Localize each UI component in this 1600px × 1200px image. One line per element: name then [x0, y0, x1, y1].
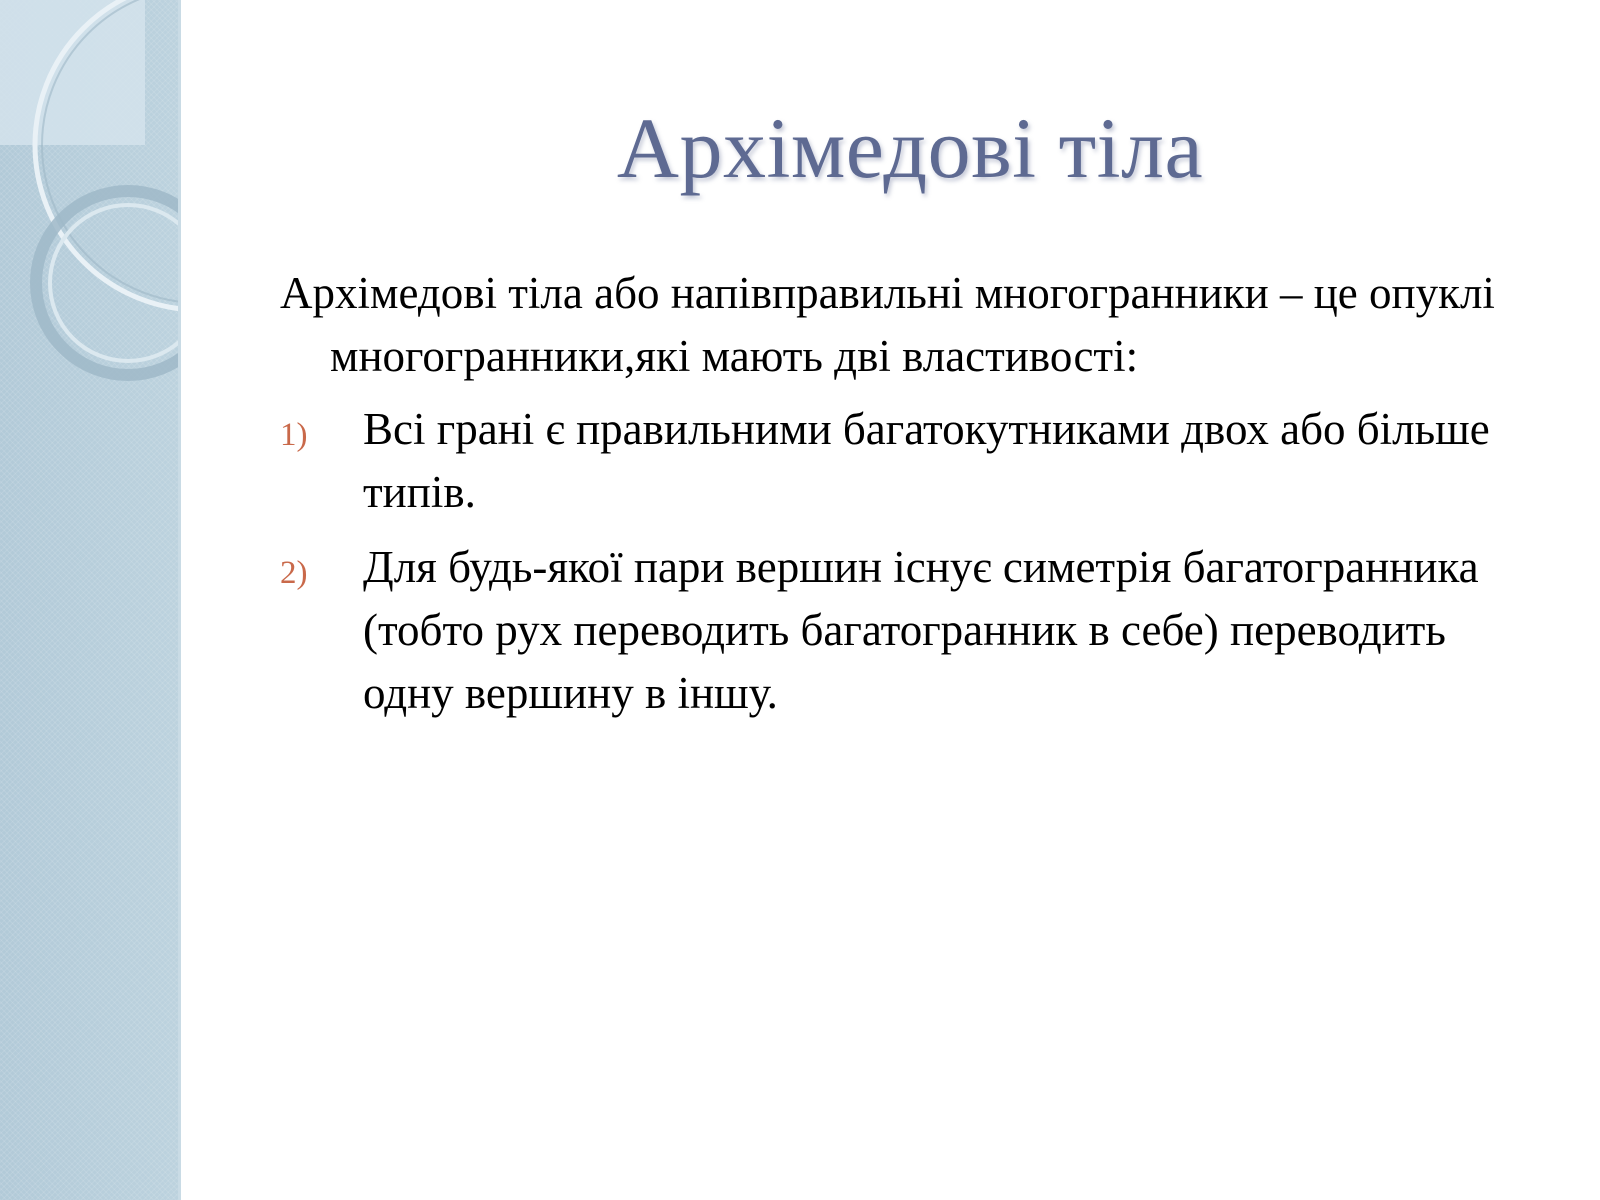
- list-number: 1): [280, 417, 308, 453]
- list-number: 2): [280, 555, 308, 591]
- list-item: [280, 536, 1540, 725]
- decorative-side-band: [0, 0, 181, 1200]
- slide-body: [280, 262, 1540, 737]
- list-item-text: Всі грані є правильними багатокутниками двох або більше типів.: [363, 404, 1490, 517]
- slide-title: Архімедові тіла: [616, 100, 1204, 196]
- properties-list: [280, 398, 1540, 725]
- list-item: [280, 398, 1540, 524]
- list-item-text: Для будь-якої пари вершин існує симетрія багатогранника (тобто рух переводить багатогранник в себе) переводить одну вершину в іншу.: [363, 542, 1479, 718]
- decorative-circles: [0, 0, 178, 420]
- intro-paragraph: Архімедові тіла або напівправильні многогранники – це опуклі многогранники,які мають дві властивості:: [280, 268, 1495, 381]
